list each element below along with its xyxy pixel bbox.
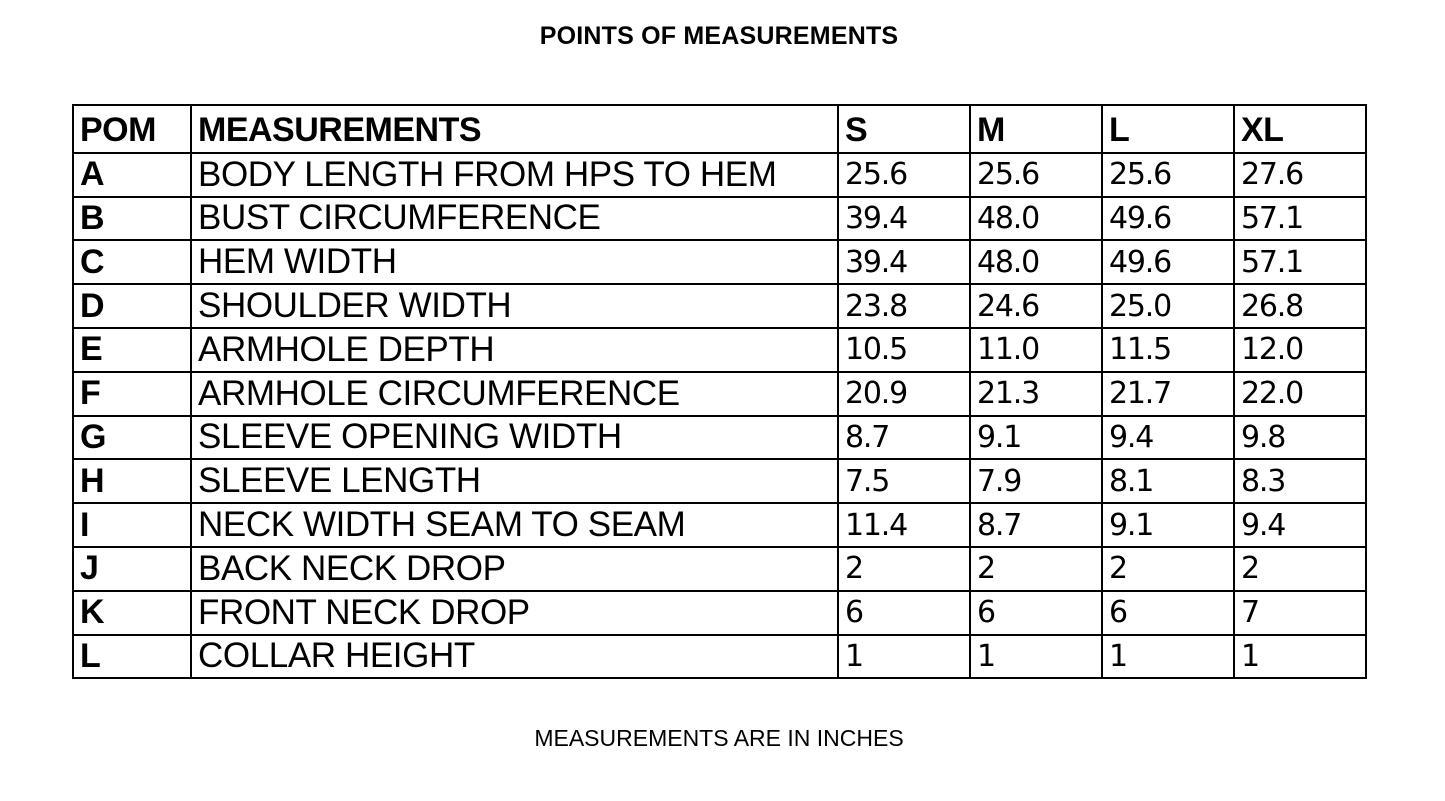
measurement-name-cell: ARMHOLE DEPTH bbox=[191, 328, 838, 372]
value-cell-xl: 57.1 bbox=[1234, 240, 1366, 284]
measurement-name-cell: BUST CIRCUMFERENCE bbox=[191, 197, 838, 241]
value-cell-l: 49.6 bbox=[1102, 197, 1234, 241]
pom-code-cell: I bbox=[73, 503, 191, 547]
pom-code-cell: E bbox=[73, 328, 191, 372]
value-cell-l: 25.0 bbox=[1102, 284, 1234, 328]
measurement-name-cell: NECK WIDTH SEAM TO SEAM bbox=[191, 503, 838, 547]
value-cell-l: 8.1 bbox=[1102, 459, 1234, 503]
measurement-name-cell: FRONT NECK DROP bbox=[191, 591, 838, 635]
pom-code-cell: A bbox=[73, 153, 191, 197]
measurement-name-cell: SLEEVE OPENING WIDTH bbox=[191, 416, 838, 460]
table-row bbox=[73, 240, 1366, 284]
value-cell-m: 8.7 bbox=[970, 503, 1102, 547]
value-cell-m: 21.3 bbox=[970, 372, 1102, 416]
value-cell-s: 39.4 bbox=[838, 197, 970, 241]
value-cell-s: 25.6 bbox=[838, 153, 970, 197]
table-body bbox=[73, 153, 1366, 679]
value-cell-xl: 26.8 bbox=[1234, 284, 1366, 328]
value-cell-m: 9.1 bbox=[970, 416, 1102, 460]
table-row bbox=[73, 591, 1366, 635]
value-cell-l: 1 bbox=[1102, 635, 1234, 679]
table-row bbox=[73, 503, 1366, 547]
header-size-m: M bbox=[970, 105, 1102, 153]
value-cell-m: 48.0 bbox=[970, 240, 1102, 284]
units-footnote: MEASUREMENTS ARE IN INCHES bbox=[534, 725, 904, 751]
value-cell-l: 21.7 bbox=[1102, 372, 1234, 416]
pom-code-cell: B bbox=[73, 197, 191, 241]
measurement-name-cell: BACK NECK DROP bbox=[191, 547, 838, 591]
header-size-l: L bbox=[1102, 105, 1234, 153]
header-pom: POM bbox=[73, 105, 191, 153]
measurement-name-cell: COLLAR HEIGHT bbox=[191, 635, 838, 679]
value-cell-xl: 2 bbox=[1234, 547, 1366, 591]
value-cell-xl: 27.6 bbox=[1234, 153, 1366, 197]
value-cell-xl: 9.4 bbox=[1234, 503, 1366, 547]
table-header-row bbox=[73, 105, 1366, 153]
value-cell-xl: 8.3 bbox=[1234, 459, 1366, 503]
value-cell-l: 6 bbox=[1102, 591, 1234, 635]
pom-code-cell: C bbox=[73, 240, 191, 284]
value-cell-s: 39.4 bbox=[838, 240, 970, 284]
value-cell-m: 2 bbox=[970, 547, 1102, 591]
value-cell-m: 6 bbox=[970, 591, 1102, 635]
value-cell-s: 1 bbox=[838, 635, 970, 679]
pom-code-cell: G bbox=[73, 416, 191, 460]
table-row bbox=[73, 459, 1366, 503]
pom-code-cell: L bbox=[73, 635, 191, 679]
measurement-name-cell: ARMHOLE CIRCUMFERENCE bbox=[191, 372, 838, 416]
measurement-name-cell: BODY LENGTH FROM HPS TO HEM bbox=[191, 153, 838, 197]
value-cell-l: 49.6 bbox=[1102, 240, 1234, 284]
pom-code-cell: J bbox=[73, 547, 191, 591]
value-cell-s: 2 bbox=[838, 547, 970, 591]
table-row bbox=[73, 197, 1366, 241]
value-cell-s: 6 bbox=[838, 591, 970, 635]
value-cell-s: 10.5 bbox=[838, 328, 970, 372]
header-size-xl: XL bbox=[1234, 105, 1366, 153]
value-cell-xl: 12.0 bbox=[1234, 328, 1366, 372]
table-row bbox=[73, 153, 1366, 197]
value-cell-m: 25.6 bbox=[970, 153, 1102, 197]
value-cell-l: 11.5 bbox=[1102, 328, 1234, 372]
pom-code-cell: H bbox=[73, 459, 191, 503]
value-cell-xl: 22.0 bbox=[1234, 372, 1366, 416]
value-cell-xl: 9.8 bbox=[1234, 416, 1366, 460]
value-cell-xl: 57.1 bbox=[1234, 197, 1366, 241]
value-cell-s: 20.9 bbox=[838, 372, 970, 416]
value-cell-l: 9.1 bbox=[1102, 503, 1234, 547]
measurement-name-cell: SHOULDER WIDTH bbox=[191, 284, 838, 328]
value-cell-xl: 1 bbox=[1234, 635, 1366, 679]
pom-code-cell: F bbox=[73, 372, 191, 416]
value-cell-s: 23.8 bbox=[838, 284, 970, 328]
pom-code-cell: K bbox=[73, 591, 191, 635]
header-measurements: MEASUREMENTS bbox=[191, 105, 838, 153]
table-row bbox=[73, 372, 1366, 416]
table-row bbox=[73, 416, 1366, 460]
value-cell-s: 11.4 bbox=[838, 503, 970, 547]
value-cell-s: 8.7 bbox=[838, 416, 970, 460]
header-size-s: S bbox=[838, 105, 970, 153]
value-cell-m: 1 bbox=[970, 635, 1102, 679]
table-row bbox=[73, 635, 1366, 679]
value-cell-s: 7.5 bbox=[838, 459, 970, 503]
value-cell-xl: 7 bbox=[1234, 591, 1366, 635]
value-cell-m: 7.9 bbox=[970, 459, 1102, 503]
measurement-name-cell: HEM WIDTH bbox=[191, 240, 838, 284]
value-cell-l: 2 bbox=[1102, 547, 1234, 591]
value-cell-m: 24.6 bbox=[970, 284, 1102, 328]
table-row bbox=[73, 328, 1366, 372]
table-row bbox=[73, 547, 1366, 591]
value-cell-m: 11.0 bbox=[970, 328, 1102, 372]
page-title: POINTS OF MEASUREMENTS bbox=[539, 22, 899, 50]
pom-code-cell: D bbox=[73, 284, 191, 328]
measurement-table bbox=[72, 104, 1367, 679]
value-cell-m: 48.0 bbox=[970, 197, 1102, 241]
value-cell-l: 25.6 bbox=[1102, 153, 1234, 197]
value-cell-l: 9.4 bbox=[1102, 416, 1234, 460]
table-row bbox=[73, 284, 1366, 328]
measurement-name-cell: SLEEVE LENGTH bbox=[191, 459, 838, 503]
